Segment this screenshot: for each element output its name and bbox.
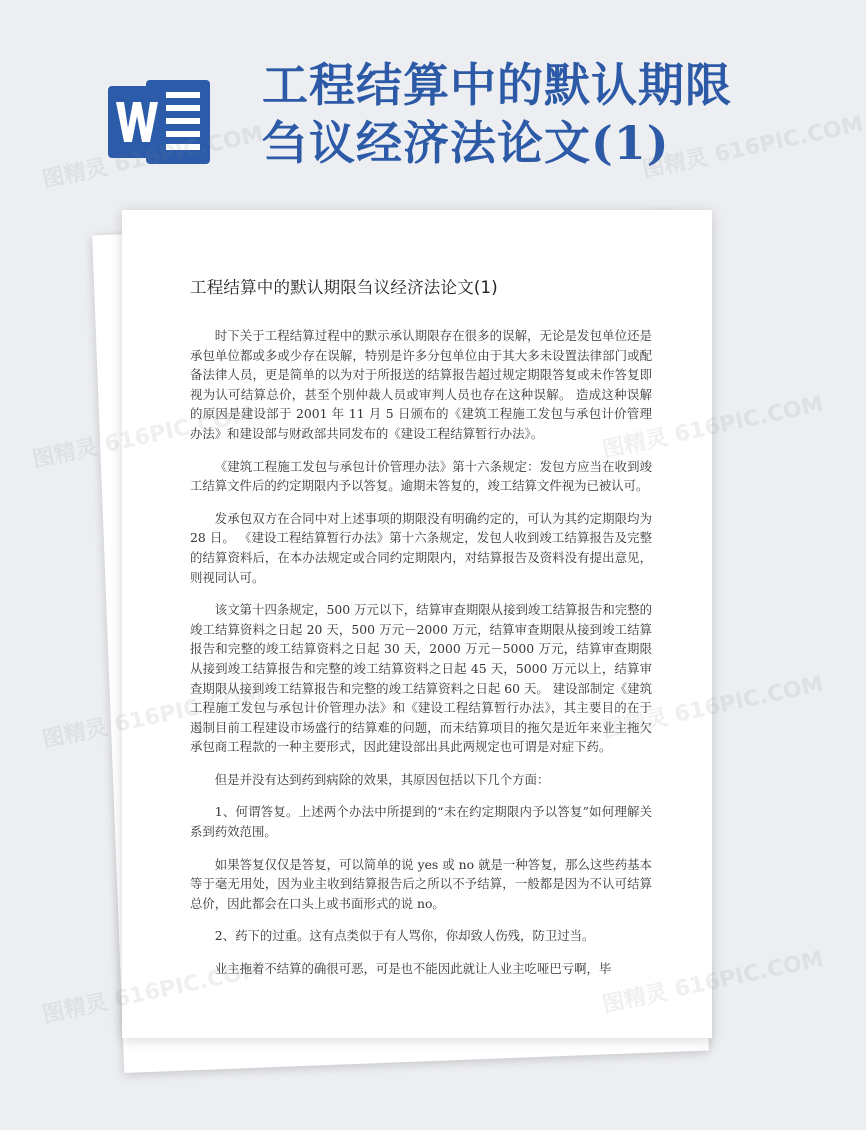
watermark: 图精灵 616PIC.COM: [600, 391, 826, 464]
document-page: [122, 210, 712, 1038]
watermark: 图精灵: [40, 989, 111, 1029]
paragraph: 如果答复仅仅是答复，可以简单的说 yes 或 no 就是一种答复，那么这些药基本等于毫无用处，因为业主收到结算报告后之所以不予结算，一般都是因为不认可结算总价，因此都会在口头上或书面形式的说 no。: [190, 856, 652, 911]
paragraph: 发承包双方在合同中对上述事项的期限没有明确约定的，可认为其约定期限均为 28 日。 《建设工程结算暂行办法》第十六条规定，发包人收到竣工结算报告及完整的结算资料后，在本办法规定或合同约定期限内，对结算报告及资料没有提出意见，则视同认可。: [190, 510, 652, 585]
paragraph: 1、何谓答复。上述两个办法中所提到的“未在约定期限内予以答复”如何理解关系到药效范围。: [190, 804, 652, 840]
page-title: [262, 56, 772, 172]
paragraph: 时下关于工程结算过程中的默示承认期限存在很多的误解，无论是发包单位还是承包单位都或多或少存在误解，特别是许多分包单位由于其大多未设置法律部门或配备法律人员，更是简单的以为对于所报送的结算报告超过规定期限答复或未作答复即视为认可结算总价，甚至个别仲裁人员或审判人员也存在这种误解。 造成这种误解的原因是建设部于 2001 年 11 月 5 日颁布的《建筑工程施工发包与承包计价管理办法》和建设部与财政部共同发布的《建设工程结算暂行办法》。: [190, 328, 652, 441]
paragraph: 该文第十四条规定，500 万元以下，结算审查期限从接到竣工结算报告和完整的竣工结算资料之日起 20 天，500 万元－2000 万元，结算审查期限从接到竣工结算报告和完整的竣工结算资料之日起 30 天，2000 万元－5000 万元，结算审查期限从接到竣工结算报告和完整的竣工结算资料之日起 45 天，5000 万元以上，结算审查期限从接到竣工结算报告和完整的竣工结算资料之日起 60 天。 建设部制定《建筑工程施工发包与承包计价管理办法》和《建设工程结算暂行办法》，其主要目的在于遏制目前工程建设市场盛行的结算难的问题，而未结算项目的拖欠是近年来业主拖欠承包商工程款的一种主要形式，因此建设部出具此两规定也可谓是对症下药。: [190, 602, 652, 755]
paragraph: 但是并没有达到药到病除的效果，其原因包括以下几个方面：: [214, 771, 550, 787]
watermark: 图精灵: [40, 714, 111, 754]
paragraph: 《建筑工程施工发包与承包计价管理办法》第十六条规定：发包方应当在收到竣工结算文件后的约定期限内予以答复。逾期未答复的，竣工结算文件视为已被认可。: [190, 458, 652, 494]
title-line-2: 刍议经济法论文(1): [262, 116, 670, 170]
document-body: [190, 326, 652, 992]
document-title: 工程结算中的默认期限刍议经济法论文(1): [190, 278, 498, 297]
header: [0, 0, 800, 205]
paragraph: 业主拖着不结算的确很可恶，可是也不能因此就让人业主吃哑巴亏啊，毕: [214, 961, 612, 977]
watermark: 图精灵 616PIC.COM: [600, 946, 826, 1019]
watermark: 图精灵: [30, 434, 101, 474]
watermark: 图精灵: [40, 154, 111, 194]
watermark: 图精灵 616PIC.COM: [600, 671, 826, 744]
title-line-1: 工程结算中的默认期限: [262, 58, 732, 112]
watermark: 图精灵 616PIC.COM: [640, 111, 866, 184]
paragraph: 2、药下的过重。这有点类似于有人骂你，你却致人伤残，防卫过当。: [214, 928, 595, 944]
word-document-icon: [108, 72, 218, 172]
